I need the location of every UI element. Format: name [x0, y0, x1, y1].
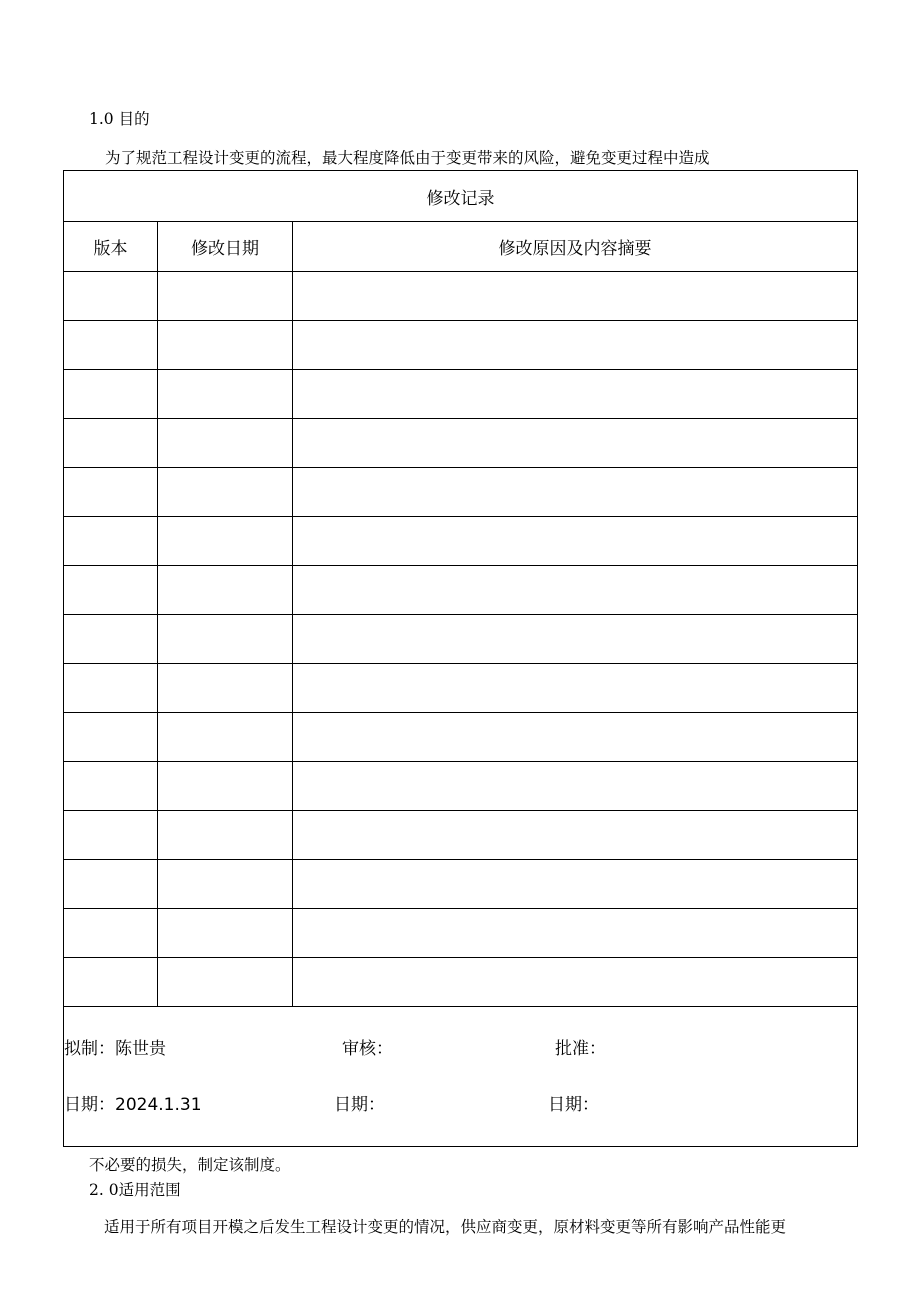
- cell-date: [158, 762, 293, 811]
- cell-summary: [293, 762, 858, 811]
- signature-row: [64, 1007, 858, 1147]
- table-row: [64, 615, 858, 664]
- cell-summary: [293, 713, 858, 762]
- section1-heading: 1.0 目的: [89, 110, 150, 128]
- column-header-version: 版本: [64, 222, 158, 272]
- table-row: [64, 909, 858, 958]
- cell-summary: [293, 370, 858, 419]
- cell-date: [158, 909, 293, 958]
- cell-version: [64, 811, 158, 860]
- cell-version: [64, 419, 158, 468]
- cell-version: [64, 566, 158, 615]
- cell-version: [64, 958, 158, 1007]
- drafted-label: 拟制：: [64, 1039, 115, 1059]
- cell-version: [64, 909, 158, 958]
- cell-date: [158, 419, 293, 468]
- cell-date: [158, 811, 293, 860]
- revision-record-table: [63, 170, 858, 1147]
- table-row: [64, 468, 858, 517]
- approve-date-label: 日期：: [548, 1095, 599, 1115]
- table-row: [64, 713, 858, 762]
- cell-version: [64, 762, 158, 811]
- drafted-by-field: [64, 1038, 166, 1060]
- cell-date: [158, 370, 293, 419]
- draft-date-value: 2024.1.31: [115, 1095, 202, 1115]
- table-row: [64, 664, 858, 713]
- column-header-date: 修改日期: [158, 222, 293, 272]
- cell-version: [64, 370, 158, 419]
- table-row: [64, 517, 858, 566]
- cell-date: [158, 517, 293, 566]
- table-row: [64, 811, 858, 860]
- cell-version: [64, 664, 158, 713]
- cell-summary: [293, 419, 858, 468]
- cell-summary: [293, 811, 858, 860]
- cell-summary: [293, 468, 858, 517]
- cell-summary: [293, 664, 858, 713]
- cell-date: [158, 713, 293, 762]
- cell-date: [158, 615, 293, 664]
- table-row: [64, 272, 858, 321]
- cell-summary: [293, 909, 858, 958]
- column-header-summary: 修改原因及内容摘要: [293, 222, 858, 272]
- cell-version: [64, 321, 158, 370]
- cell-version: [64, 713, 158, 762]
- table-header-row: [64, 222, 858, 272]
- table-title-row: [64, 171, 858, 222]
- section2-text: 适用于所有项目开模之后发生工程设计变更的情况，供应商变更，原材料变更等所有影响产品性能更: [104, 1218, 787, 1236]
- cell-date: [158, 272, 293, 321]
- cell-summary: [293, 958, 858, 1007]
- cell-summary: [293, 566, 858, 615]
- table-title: 修改记录: [64, 171, 858, 222]
- table-row: [64, 370, 858, 419]
- section2-heading: 2. 0适用范围: [89, 1181, 181, 1199]
- cell-version: [64, 517, 158, 566]
- cell-date: [158, 664, 293, 713]
- reviewed-by-label: 审核：: [342, 1039, 393, 1059]
- cell-summary: [293, 321, 858, 370]
- cell-date: [158, 958, 293, 1007]
- cell-version: [64, 468, 158, 517]
- cell-summary: [293, 517, 858, 566]
- cell-date: [158, 321, 293, 370]
- review-date-label: 日期：: [334, 1095, 385, 1115]
- table-row: [64, 321, 858, 370]
- table-row: [64, 566, 858, 615]
- cell-version: [64, 272, 158, 321]
- cell-version: [64, 860, 158, 909]
- table-row: [64, 958, 858, 1007]
- section1-text-bottom: 不必要的损失，制定该制度。: [89, 1156, 291, 1174]
- table-row: [64, 419, 858, 468]
- draft-date-label: 日期：: [64, 1095, 115, 1115]
- cell-date: [158, 860, 293, 909]
- drafted-value: 陈世贵: [115, 1039, 166, 1059]
- cell-summary: [293, 615, 858, 664]
- cell-date: [158, 566, 293, 615]
- approved-by-label: 批准：: [555, 1039, 606, 1059]
- cell-date: [158, 468, 293, 517]
- table-row: [64, 762, 858, 811]
- table-row: [64, 860, 858, 909]
- cell-summary: [293, 860, 858, 909]
- draft-date-field: [64, 1094, 202, 1116]
- cell-summary: [293, 272, 858, 321]
- cell-version: [64, 615, 158, 664]
- section1-text-top: 为了规范工程设计变更的流程，最大程度降低由于变更带来的风险，避免变更过程中造成: [105, 149, 710, 167]
- signature-block: [64, 1007, 858, 1147]
